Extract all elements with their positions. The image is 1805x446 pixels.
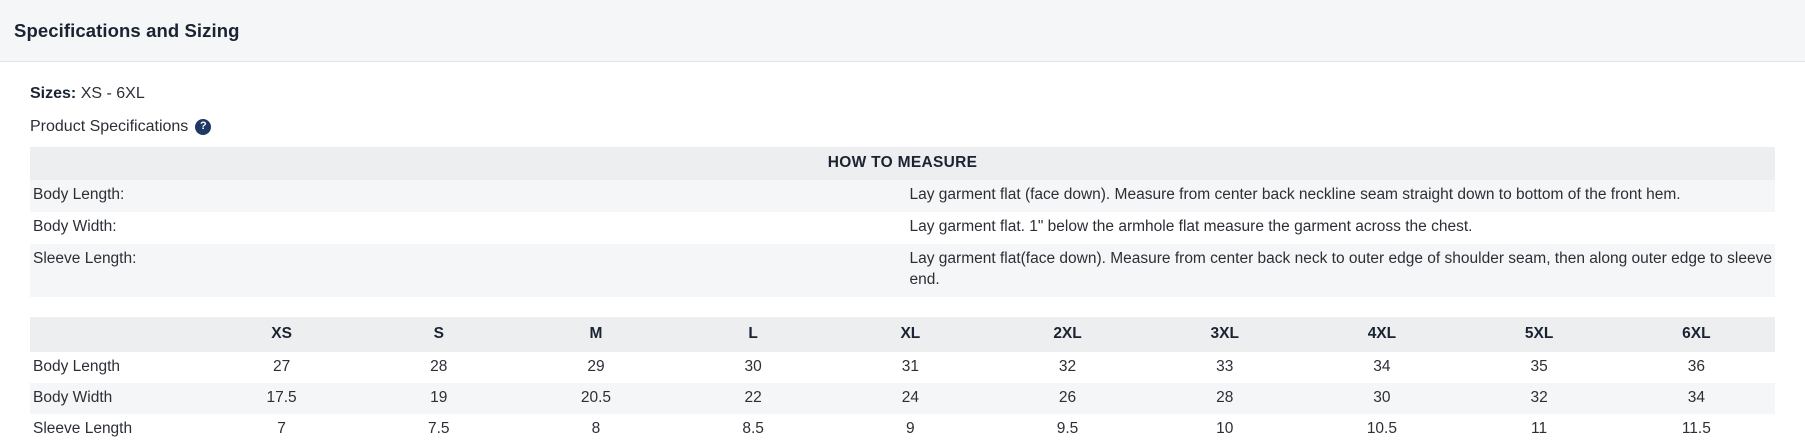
table-row (30, 383, 1775, 414)
column-header-m: M (517, 317, 674, 352)
measure-label: Sleeve Length: (33, 250, 137, 268)
column-header-blank (30, 317, 203, 352)
table-head-row (30, 317, 1775, 352)
cell-value: 34 (1373, 358, 1391, 376)
cell-value: 31 (901, 358, 919, 376)
section-header (0, 0, 1805, 62)
table-row (30, 212, 1775, 244)
cell-value: 24 (901, 389, 919, 407)
cell-value: 30 (1373, 389, 1391, 407)
table-row (30, 244, 1775, 297)
cell-value: 27 (272, 358, 291, 376)
page-title: Specifications and Sizing (14, 19, 240, 41)
table-row (30, 414, 1775, 445)
column-header-5xl: 5XL (1461, 317, 1618, 352)
product-specifications-label: Product Specifications (30, 118, 189, 136)
cell-value: 17.5 (266, 389, 297, 407)
sizes-value: XS - 6XL (80, 85, 145, 102)
column-header-l: L (675, 317, 832, 352)
sizing-chart-table (30, 317, 1775, 445)
column-header-3xl: 3XL (1146, 317, 1303, 352)
column-header-4xl: 4XL (1303, 317, 1460, 352)
table-head-row (30, 147, 1775, 180)
cell-value: 34 (1687, 389, 1705, 407)
cell-value: 19 (430, 389, 448, 407)
how-to-measure-heading: HOW TO MEASURE (30, 147, 1775, 180)
row-label: Body Width (33, 389, 113, 407)
column-header-2xl: 2XL (989, 317, 1146, 352)
cell-value: 8.5 (742, 420, 764, 438)
column-header-xs: XS (203, 317, 360, 352)
table-row (30, 180, 1775, 212)
cell-value: 10.5 (1366, 420, 1397, 438)
cell-value: 36 (1687, 358, 1705, 376)
cell-value: 20.5 (580, 389, 612, 407)
column-header-xl: XL (832, 317, 989, 352)
product-specifications-line (30, 117, 1775, 136)
cell-value: 7 (277, 420, 286, 438)
cell-value: 33 (1216, 358, 1234, 376)
cell-value: 32 (1530, 389, 1548, 407)
measure-description: Lay garment flat(face down). Measure from center back neck to outer edge of shoulder seam, then along outer edge to sleeve end. (909, 250, 1772, 289)
measure-description: Lay garment flat. 1" below the armhole flat measure the garment across the chest. (909, 218, 1473, 236)
cell-value: 28 (1216, 389, 1234, 407)
cell-value: 29 (587, 358, 605, 376)
cell-value: 30 (744, 358, 762, 376)
question-mark-icon[interactable]: ? (195, 119, 211, 135)
sizes-label: Sizes: (30, 85, 77, 102)
cell-value: 7.5 (428, 420, 450, 438)
how-to-measure-table (30, 147, 1775, 297)
cell-value: 11 (1531, 420, 1548, 438)
panel-content (0, 62, 1805, 445)
column-header-s: S (360, 317, 517, 352)
column-header-6xl: 6XL (1618, 317, 1775, 352)
measure-label: Body Length: (33, 186, 125, 204)
cell-value: 28 (430, 358, 448, 376)
cell-value: 35 (1530, 358, 1548, 376)
table-row (30, 352, 1775, 383)
sizes-line (30, 84, 1775, 103)
measure-label: Body Width: (33, 218, 117, 236)
cell-value: 11.5 (1681, 420, 1711, 438)
row-label: Body Length (33, 358, 121, 376)
cell-value: 8 (591, 420, 601, 438)
cell-value: 9 (906, 420, 915, 438)
cell-value: 32 (1058, 358, 1077, 376)
measure-description: Lay garment flat (face down). Measure from center back neckline seam straight down to bottom of the front hem. (909, 186, 1681, 204)
cell-value: 22 (744, 389, 762, 407)
cell-value: 10 (1216, 420, 1234, 438)
row-label: Sleeve Length (33, 420, 133, 438)
cell-value: 9.5 (1056, 420, 1079, 438)
cell-value: 26 (1058, 389, 1077, 407)
